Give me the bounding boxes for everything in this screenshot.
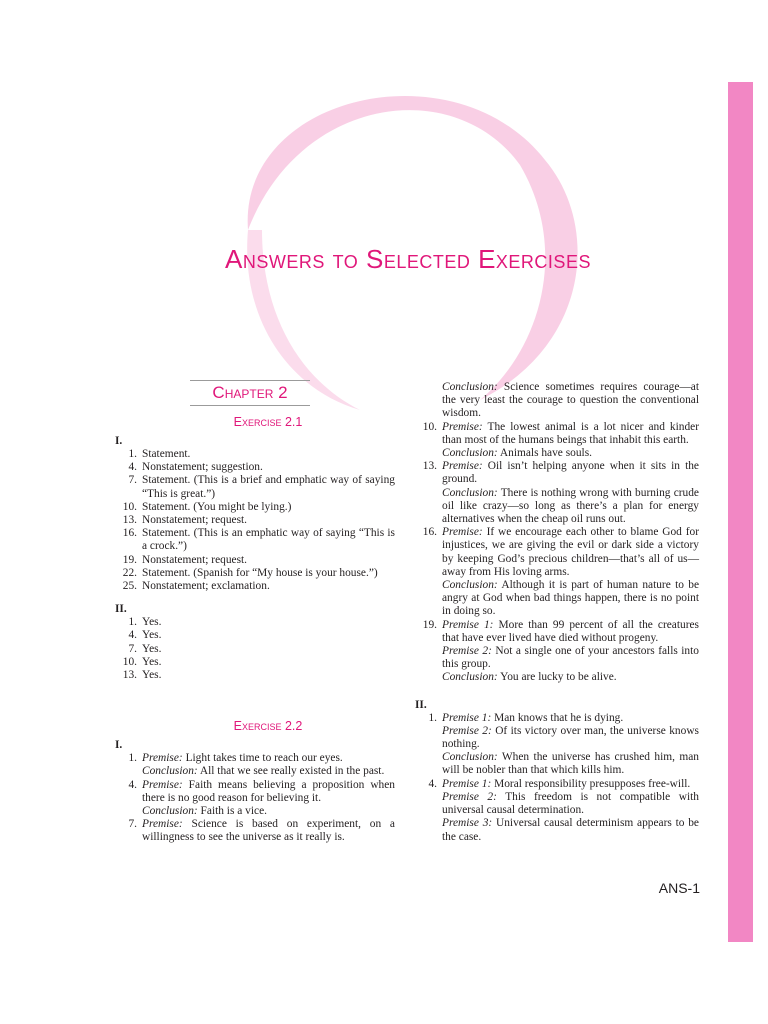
- argument-line: [115, 805, 395, 818]
- answer-number: 7.: [128, 642, 137, 655]
- chapter-title: Chapter 2: [212, 383, 288, 402]
- answer-item: [115, 580, 395, 593]
- answer-number: 19.: [422, 618, 437, 631]
- answer-label: Premise:: [442, 420, 483, 433]
- argument-line: [115, 818, 395, 844]
- continued-conclusion: [415, 381, 699, 421]
- argument-line: [415, 778, 699, 791]
- answer-label: Premise 1:: [442, 618, 494, 631]
- argument-part: [142, 818, 395, 844]
- argument-part: [442, 712, 699, 725]
- answer-item: [115, 656, 395, 669]
- part-label: I.: [115, 435, 123, 447]
- answer-text: Statement. (Spanish for “My house is your house.”): [142, 566, 378, 579]
- argument-line: [415, 791, 699, 817]
- answer-text: Yes.: [142, 669, 162, 682]
- chapter-rule-bottom: [190, 405, 310, 406]
- answer-label: Premise 2:: [442, 790, 497, 803]
- answer-item: [115, 501, 395, 514]
- answer-text: Science sometimes requires courage—at the very least the courage to question the conventional wisdom.: [442, 381, 699, 420]
- answer-text: Statement.: [142, 448, 191, 460]
- argument-line: [415, 421, 699, 447]
- page-number: ANS-1: [658, 880, 700, 896]
- answer-text: You are lucky to be alive.: [500, 671, 617, 684]
- answer-list: [415, 421, 699, 685]
- answer-number: 10.: [122, 655, 137, 668]
- argument-line: [415, 487, 699, 527]
- answer-label: Premise:: [142, 818, 183, 831]
- argument-item: [415, 421, 699, 461]
- answer-number: 13.: [422, 460, 437, 473]
- answer-label: Premise 2:: [442, 645, 492, 658]
- answer-label: Conclusion:: [142, 765, 198, 778]
- argument-part: [442, 778, 699, 791]
- page-title: Answers to Selected Exercises: [225, 244, 591, 274]
- answer-text: Faith means believing a proposition when there is no good reason for believing it.: [142, 778, 395, 804]
- left-column: [115, 380, 395, 845]
- answer-number: 10.: [122, 500, 137, 513]
- answer-item: [115, 448, 395, 461]
- answer-number: 16.: [422, 526, 437, 539]
- exercise-heading: Exercise 2.1: [233, 415, 303, 429]
- argument-item: [415, 526, 699, 618]
- argument-item: [415, 460, 699, 526]
- answer-text: Nonstatement; exclamation.: [142, 580, 270, 593]
- answer-text: Science is based on experiment, on a willingness to see the universe as it really is.: [142, 818, 395, 844]
- answer-number: 4.: [128, 629, 137, 642]
- answer-label: Premise 2:: [442, 724, 492, 737]
- answer-number: 13.: [122, 514, 137, 527]
- answer-text: Nonstatement; request.: [142, 514, 248, 527]
- argument-line: [115, 752, 395, 765]
- answer-list: [415, 712, 699, 844]
- answer-number: 1.: [128, 752, 137, 765]
- answer-number: 19.: [122, 553, 137, 566]
- answer-label: Premise:: [442, 526, 483, 539]
- answer-text: More than 99 percent of all the creatures that have ever lived have died without progeny.: [442, 618, 699, 644]
- argument-item: [415, 619, 699, 685]
- answer-text: Not a single one of your ancestors falls into this group.: [442, 645, 699, 671]
- answer-number: 13.: [122, 669, 137, 682]
- answer-text: Yes.: [142, 629, 162, 642]
- answer-list: [115, 752, 395, 844]
- answer-label: Premise 1:: [442, 711, 492, 724]
- answer-text: Man knows that he is dying.: [494, 711, 624, 724]
- answer-number: 7.: [128, 818, 137, 831]
- answer-number: 22.: [122, 566, 137, 579]
- answer-number: 1.: [128, 448, 137, 460]
- answer-text: Statement. (This is a brief and emphatic way of saying “This is great.”): [142, 474, 395, 500]
- answer-label: Conclusion:: [442, 751, 498, 764]
- answer-text: Moral responsibility presupposes free-will.: [494, 777, 691, 790]
- argument-line: [115, 779, 395, 805]
- answer-item: [115, 461, 395, 474]
- chapter-edge-tab: [728, 82, 753, 942]
- answer-text: All that we see really existed in the past.: [199, 765, 385, 778]
- answer-item: [115, 616, 395, 629]
- argument-line: [415, 725, 699, 751]
- answer-label: Premise 1:: [442, 777, 492, 790]
- answer-number: 1.: [428, 711, 437, 724]
- answer-item: [115, 514, 395, 527]
- argument-line: [415, 671, 699, 684]
- argument-line: [415, 645, 699, 671]
- answer-text: Of its victory over man, the universe knows nothing.: [442, 724, 699, 751]
- answer-label: Premise:: [442, 460, 483, 473]
- answer-text: Light takes time to reach our eyes.: [185, 752, 343, 765]
- argument-line: [415, 460, 699, 486]
- argument-part: [142, 779, 395, 805]
- answer-item: [115, 643, 395, 656]
- answer-number: 4.: [428, 777, 437, 790]
- answer-number: 4.: [128, 461, 137, 474]
- answer-text: Oil isn’t helping anyone when it sits in the ground.: [442, 460, 699, 486]
- answer-label: Premise 3:: [442, 817, 493, 830]
- answer-item: [115, 474, 395, 500]
- part-label: I.: [115, 739, 123, 752]
- argument-line: [415, 579, 699, 619]
- answer-label: Conclusion:: [142, 805, 198, 818]
- argument-item: [115, 779, 395, 819]
- answer-text: Nonstatement; request.: [142, 553, 248, 566]
- part-label: II.: [115, 603, 127, 616]
- answer-item: [115, 629, 395, 642]
- argument-line: [115, 765, 395, 778]
- answer-text: Although it is part of human nature to be angry at God when bad things happen, there is no point in doing so.: [442, 579, 699, 618]
- answer-text: Universal causal determinism appears to be the case.: [442, 817, 699, 843]
- exercise-heading: Exercise 2.2: [233, 719, 303, 734]
- answer-label: Conclusion:: [442, 381, 498, 393]
- argument-part: [442, 421, 699, 447]
- answer-text: Nonstatement; suggestion.: [142, 461, 263, 474]
- answer-text: Yes.: [142, 642, 162, 655]
- argument-line: [415, 817, 699, 843]
- argument-line: [415, 526, 699, 579]
- answer-label: Conclusion:: [442, 486, 498, 499]
- answer-label: Conclusion:: [442, 671, 498, 684]
- argument-line: [415, 712, 699, 725]
- part-label: II.: [415, 698, 427, 711]
- answer-number: 25.: [122, 580, 137, 593]
- answer-text: When the universe has crushed him, man will be nobler than that which kills him.: [442, 751, 699, 777]
- answer-label: Conclusion:: [442, 447, 498, 460]
- answer-number: 7.: [128, 474, 137, 487]
- argument-line: [415, 447, 699, 460]
- answer-label: Conclusion:: [442, 579, 498, 592]
- answer-item: [115, 669, 395, 682]
- answer-list: [115, 448, 395, 593]
- answer-text: Statement. (You might be lying.): [142, 500, 292, 513]
- argument-line: [415, 619, 699, 645]
- answer-list: [115, 616, 395, 682]
- argument-line: [415, 751, 699, 777]
- answer-item: [115, 554, 395, 567]
- answer-item: [115, 567, 395, 580]
- answer-label: Premise:: [142, 752, 183, 765]
- chapter-heading: [190, 380, 310, 406]
- argument-part: [442, 526, 699, 579]
- answer-label: Premise:: [142, 778, 183, 791]
- argument-part: [442, 619, 699, 645]
- answer-text: Animals have souls.: [499, 447, 592, 460]
- argument-item: [415, 712, 699, 778]
- answer-text: Yes.: [142, 655, 162, 668]
- answer-number: 10.: [422, 420, 437, 433]
- answer-text: There is nothing wrong with burning crude oil like crazy—so long as there’s a plan for energy alternatives when the cheap oil runs out.: [442, 486, 699, 526]
- argument-item: [115, 818, 395, 844]
- answer-number: 1.: [128, 616, 137, 629]
- answer-item: [115, 527, 395, 553]
- argument-part: [442, 460, 699, 486]
- answer-number: 16.: [122, 527, 137, 540]
- answer-text: The lowest animal is a lot nicer and kinder than most of the humans beings that inhabit this earth.: [442, 420, 699, 446]
- argument-part: [142, 752, 395, 765]
- right-column: [415, 381, 699, 844]
- answer-number: 4.: [128, 778, 137, 791]
- argument-item: [415, 778, 699, 844]
- answer-text: This freedom is not compatible with universal causal determination.: [442, 790, 699, 817]
- answer-text: Statement. (This is an emphatic way of saying “This is a crock.”): [142, 527, 395, 553]
- answer-text: Yes.: [142, 616, 162, 629]
- answer-text: If we encourage each other to blame God for injustices, we are giving the evil or dark side a victory by keeping God’s precious children—that’s all of us—away from His loving arms.: [442, 526, 699, 578]
- argument-item: [115, 752, 395, 778]
- answer-text: Faith is a vice.: [200, 805, 267, 818]
